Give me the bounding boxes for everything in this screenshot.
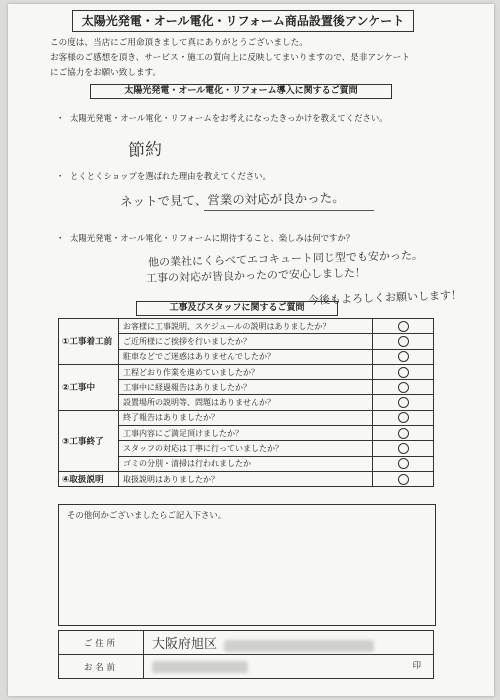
table-row xyxy=(59,319,434,334)
answer-cell[interactable] xyxy=(373,380,434,395)
table-row xyxy=(59,471,434,486)
question-cell: 設置場所の説明等、問題はありませんか？ xyxy=(119,395,373,410)
table-row xyxy=(59,410,434,425)
answer-cell[interactable] xyxy=(373,395,434,410)
contact-table xyxy=(58,630,434,679)
intro-line: この度は、当店にご用命頂きまして真にありがとうございました。 xyxy=(50,38,308,48)
bullet: ・ xyxy=(56,171,65,181)
answer-cell[interactable] xyxy=(373,441,434,456)
answer-cell[interactable] xyxy=(373,349,434,364)
question-cell: 工事中に経過報告はありましたか？ xyxy=(119,380,373,395)
construction-survey-table xyxy=(58,318,434,487)
circle-mark-icon xyxy=(398,367,409,378)
page-title: 太陽光発電・オール電化・リフォーム商品設置後アンケート xyxy=(72,10,414,32)
comments-label: その他何かございましたらご記入下さい。 xyxy=(67,510,227,520)
question-cell: 駐車などでご迷惑はありませんでしたか？ xyxy=(119,349,373,364)
question-text: 太陽光発電・オール電化・リフォームに期待すること、楽しみは何ですか？ xyxy=(70,233,355,243)
question-3 xyxy=(56,232,354,244)
question-cell: 取扱説明はありましたか？ xyxy=(119,471,373,486)
bullet: ・ xyxy=(56,113,65,123)
question-cell: スタッフの対応は丁寧に行っていましたか？ xyxy=(119,441,373,456)
category-label: ③工事終了 xyxy=(59,410,119,471)
handwritten-answer-3-line-2: 工事の対応が皆良かったので安心しました！ xyxy=(145,266,367,285)
answer-cell[interactable] xyxy=(373,319,434,334)
handwritten-answer-3-line-3: 今後もよろしくお願いします！ xyxy=(307,288,463,307)
question-text: とくとくショップを選ばれた理由を教えてください。 xyxy=(70,171,271,181)
answer-cell[interactable] xyxy=(373,471,434,486)
name-row xyxy=(59,655,434,679)
answer-cell[interactable] xyxy=(373,426,434,441)
redacted-block xyxy=(224,640,374,652)
question-1 xyxy=(56,112,388,124)
address-row xyxy=(59,631,434,655)
intro-text xyxy=(50,36,470,81)
survey-page xyxy=(8,4,494,696)
table-row xyxy=(59,364,434,379)
circle-mark-icon xyxy=(398,351,409,362)
category-label: ④取扱説明 xyxy=(59,471,119,486)
category-label: ①工事着工前 xyxy=(59,319,119,365)
circle-mark-icon xyxy=(398,397,409,408)
question-cell: ゴミの分別・清掃は行われましたか xyxy=(119,456,373,471)
question-cell: 工事内容にご満足頂けましたか？ xyxy=(119,426,373,441)
circle-mark-icon xyxy=(398,321,409,332)
section-heading-introduction: 太陽光発電・オール電化・リフォーム導入に関するご質問 xyxy=(90,84,392,99)
handwritten-answer-2: ネットで見て、営業の対応が良かった。 xyxy=(119,190,345,209)
name-label: お名前 xyxy=(59,655,144,679)
handwritten-answer-1: 節約 xyxy=(127,139,163,161)
redacted-block xyxy=(152,661,248,673)
address-field[interactable] xyxy=(144,631,434,655)
question-text: 太陽光発電・オール電化・リフォームをお考えになったきっかけを教えてください。 xyxy=(70,113,388,123)
question-cell: ご近所様にご挨拶を行いましたか？ xyxy=(119,334,373,349)
question-cell: お客様に工事説明、スケジュールの説明はありましたか？ xyxy=(119,319,373,334)
comments-box[interactable] xyxy=(58,504,436,626)
answer-underline xyxy=(204,210,374,211)
answer-cell[interactable] xyxy=(373,364,434,379)
circle-mark-icon xyxy=(398,428,409,439)
seal-label: 印 xyxy=(412,660,421,670)
bullet: ・ xyxy=(56,233,65,243)
circle-mark-icon xyxy=(398,382,409,393)
handwritten-answer-3-line-1: 他の業社にくらべてエコキュート同じ型でも安かった。 xyxy=(147,248,424,269)
circle-mark-icon xyxy=(398,412,409,423)
address-value: 大阪府旭区 xyxy=(152,637,218,652)
question-cell: 終了報告はありましたか？ xyxy=(119,410,373,425)
question-2 xyxy=(56,170,271,182)
name-field[interactable] xyxy=(144,655,434,679)
answer-cell[interactable] xyxy=(373,456,434,471)
circle-mark-icon xyxy=(398,336,409,347)
question-cell: 工程どおり作業を進めていましたか？ xyxy=(119,364,373,379)
answer-cell[interactable] xyxy=(373,410,434,425)
section-heading-construction: 工事及びスタッフに関するご質問 xyxy=(136,301,338,316)
answer-cell[interactable] xyxy=(373,334,434,349)
circle-mark-icon xyxy=(398,458,409,469)
intro-line: お客様のご感想を頂き、サービス・施工の質向上に反映してまいりますので、是非アンケート xyxy=(50,53,410,63)
circle-mark-icon xyxy=(398,474,409,485)
intro-line: にご協力をお願い致します。 xyxy=(50,68,162,78)
category-label: ②工事中 xyxy=(59,364,119,410)
address-label: ご住所 xyxy=(59,631,144,655)
circle-mark-icon xyxy=(398,443,409,454)
